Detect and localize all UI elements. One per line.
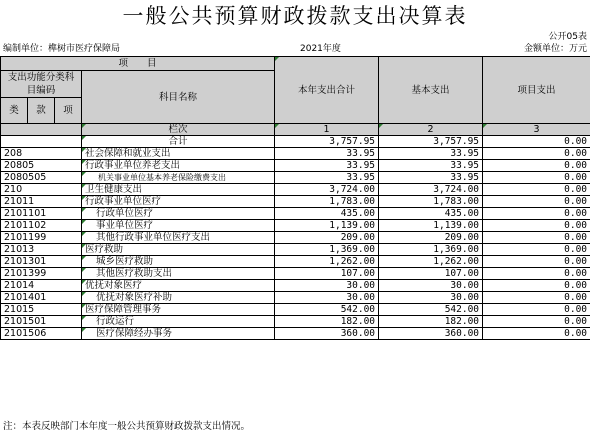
total-label: 合计 bbox=[82, 136, 275, 148]
row-code: 21015 bbox=[1, 304, 82, 316]
row-name: 机关事业单位基本养老保险缴费支出 bbox=[82, 172, 275, 184]
row-code: 2101506 bbox=[1, 328, 82, 340]
table-row bbox=[1, 268, 590, 280]
row-name: 行政单位医疗 bbox=[82, 208, 275, 220]
row-code: 2101401 bbox=[1, 292, 82, 304]
table-row bbox=[1, 304, 590, 316]
header-basic: 基本支出 bbox=[379, 57, 483, 124]
row-code: 2101199 bbox=[1, 232, 82, 244]
row-basic: 30.00 bbox=[379, 292, 483, 304]
row-basic: 1,139.00 bbox=[379, 220, 483, 232]
header-project: 项目支出 bbox=[483, 57, 590, 124]
row-project: 0.00 bbox=[483, 148, 590, 160]
table-row bbox=[1, 196, 590, 208]
row-code: 21013 bbox=[1, 244, 82, 256]
row-total: 1,262.00 bbox=[275, 256, 379, 268]
table-row bbox=[1, 244, 590, 256]
row-name: 优抚对象医疗补助 bbox=[82, 292, 275, 304]
row-basic: 33.95 bbox=[379, 160, 483, 172]
table-row bbox=[1, 232, 590, 244]
row-project: 0.00 bbox=[483, 220, 590, 232]
table-row bbox=[1, 172, 590, 184]
header-name: 科目名称 bbox=[82, 71, 275, 124]
row-project: 0.00 bbox=[483, 316, 590, 328]
header-row-item bbox=[1, 57, 590, 71]
row-basic: 209.00 bbox=[379, 232, 483, 244]
footnote: 注：本表反映部门本年度一般公共预算财政拨款支出情况。 bbox=[3, 421, 251, 432]
report-meta bbox=[0, 43, 590, 56]
row-code: 2080505 bbox=[1, 172, 82, 184]
row-total: 30.00 bbox=[275, 292, 379, 304]
table-row bbox=[1, 148, 590, 160]
row-basic: 107.00 bbox=[379, 268, 483, 280]
row-project: 0.00 bbox=[483, 232, 590, 244]
table-row bbox=[1, 292, 590, 304]
lanci-blank bbox=[1, 124, 82, 136]
row-code: 2101301 bbox=[1, 256, 82, 268]
row-project: 0.00 bbox=[483, 292, 590, 304]
row-project: 0.00 bbox=[483, 244, 590, 256]
row-project: 0.00 bbox=[483, 160, 590, 172]
total-project: 0.00 bbox=[483, 136, 590, 148]
row-name: 社会保障和就业支出 bbox=[82, 148, 275, 160]
row-total: 209.00 bbox=[275, 232, 379, 244]
total-amount: 3,757.95 bbox=[275, 136, 379, 148]
row-name: 其他行政事业单位医疗支出 bbox=[82, 232, 275, 244]
row-total: 182.00 bbox=[275, 316, 379, 328]
row-code: 208 bbox=[1, 148, 82, 160]
row-total: 360.00 bbox=[275, 328, 379, 340]
row-basic: 360.00 bbox=[379, 328, 483, 340]
row-basic: 542.00 bbox=[379, 304, 483, 316]
row-project: 0.00 bbox=[483, 208, 590, 220]
table-row bbox=[1, 184, 590, 196]
row-basic: 182.00 bbox=[379, 316, 483, 328]
lanci-label: 栏次 bbox=[82, 124, 275, 136]
table-row bbox=[1, 280, 590, 292]
row-project: 0.00 bbox=[483, 304, 590, 316]
row-code: 21011 bbox=[1, 196, 82, 208]
row-project: 0.00 bbox=[483, 280, 590, 292]
row-code: 21014 bbox=[1, 280, 82, 292]
row-code: 2101501 bbox=[1, 316, 82, 328]
row-basic: 33.95 bbox=[379, 148, 483, 160]
row-project: 0.00 bbox=[483, 184, 590, 196]
row-code: 2101399 bbox=[1, 268, 82, 280]
row-code: 20805 bbox=[1, 160, 82, 172]
header-lei: 类 bbox=[1, 98, 28, 124]
row-name: 城乡医疗救助 bbox=[82, 256, 275, 268]
row-name: 优抚对象医疗 bbox=[82, 280, 275, 292]
col-index-1: 1 bbox=[275, 124, 379, 136]
form-number: 公开05表 bbox=[548, 32, 587, 42]
row-total: 33.95 bbox=[275, 172, 379, 184]
header-total: 本年支出合计 bbox=[275, 57, 379, 124]
row-name: 医疗救助 bbox=[82, 244, 275, 256]
row-name: 医疗保障管理事务 bbox=[82, 304, 275, 316]
table-row bbox=[1, 256, 590, 268]
header-kuan: 款 bbox=[28, 98, 55, 124]
row-name: 其他医疗救助支出 bbox=[82, 268, 275, 280]
table-row bbox=[1, 160, 590, 172]
table-row bbox=[1, 316, 590, 328]
row-basic: 435.00 bbox=[379, 208, 483, 220]
organization-label: 编制单位：榫树市医疗保障局 bbox=[3, 44, 121, 54]
row-basic: 1,369.00 bbox=[379, 244, 483, 256]
row-project: 0.00 bbox=[483, 196, 590, 208]
total-basic: 3,757.95 bbox=[379, 136, 483, 148]
header-item: 项 目 bbox=[1, 57, 275, 71]
col-index-2: 2 bbox=[379, 124, 483, 136]
row-total: 30.00 bbox=[275, 280, 379, 292]
row-basic: 30.00 bbox=[379, 280, 483, 292]
expenditure-table bbox=[0, 56, 590, 340]
row-total: 1,783.00 bbox=[275, 196, 379, 208]
table-row bbox=[1, 220, 590, 232]
currency-unit: 金额单位：万元 bbox=[523, 44, 587, 54]
row-total: 1,139.00 bbox=[275, 220, 379, 232]
total-blank bbox=[1, 136, 82, 148]
row-name: 卫生健康支出 bbox=[82, 184, 275, 196]
row-basic: 1,783.00 bbox=[379, 196, 483, 208]
row-name: 医疗保障经办事务 bbox=[82, 328, 275, 340]
row-total: 542.00 bbox=[275, 304, 379, 316]
table-row bbox=[1, 208, 590, 220]
header-xiang: 项 bbox=[55, 98, 82, 124]
report-title: 一般公共预算财政拨款支出决算表 bbox=[122, 4, 468, 28]
row-total: 33.95 bbox=[275, 148, 379, 160]
column-index-row bbox=[1, 124, 590, 136]
row-project: 0.00 bbox=[483, 256, 590, 268]
header-func-code: 支出功能分类科目编码 bbox=[1, 71, 82, 98]
row-project: 0.00 bbox=[483, 268, 590, 280]
row-name: 事业单位医疗 bbox=[82, 220, 275, 232]
row-basic: 3,724.00 bbox=[379, 184, 483, 196]
table-row bbox=[1, 328, 590, 340]
row-code: 2101102 bbox=[1, 220, 82, 232]
row-total: 3,724.00 bbox=[275, 184, 379, 196]
row-name: 行政事业单位养老支出 bbox=[82, 160, 275, 172]
row-total: 435.00 bbox=[275, 208, 379, 220]
col-index-3: 3 bbox=[483, 124, 590, 136]
row-total: 1,369.00 bbox=[275, 244, 379, 256]
row-total: 33.95 bbox=[275, 160, 379, 172]
row-code: 2101101 bbox=[1, 208, 82, 220]
row-name: 行政事业单位医疗 bbox=[82, 196, 275, 208]
row-basic: 33.95 bbox=[379, 172, 483, 184]
row-project: 0.00 bbox=[483, 328, 590, 340]
row-code: 210 bbox=[1, 184, 82, 196]
total-row bbox=[1, 136, 590, 148]
fiscal-year: 2021年度 bbox=[300, 44, 341, 54]
row-basic: 1,262.00 bbox=[379, 256, 483, 268]
row-total: 107.00 bbox=[275, 268, 379, 280]
row-name: 行政运行 bbox=[82, 316, 275, 328]
row-project: 0.00 bbox=[483, 172, 590, 184]
